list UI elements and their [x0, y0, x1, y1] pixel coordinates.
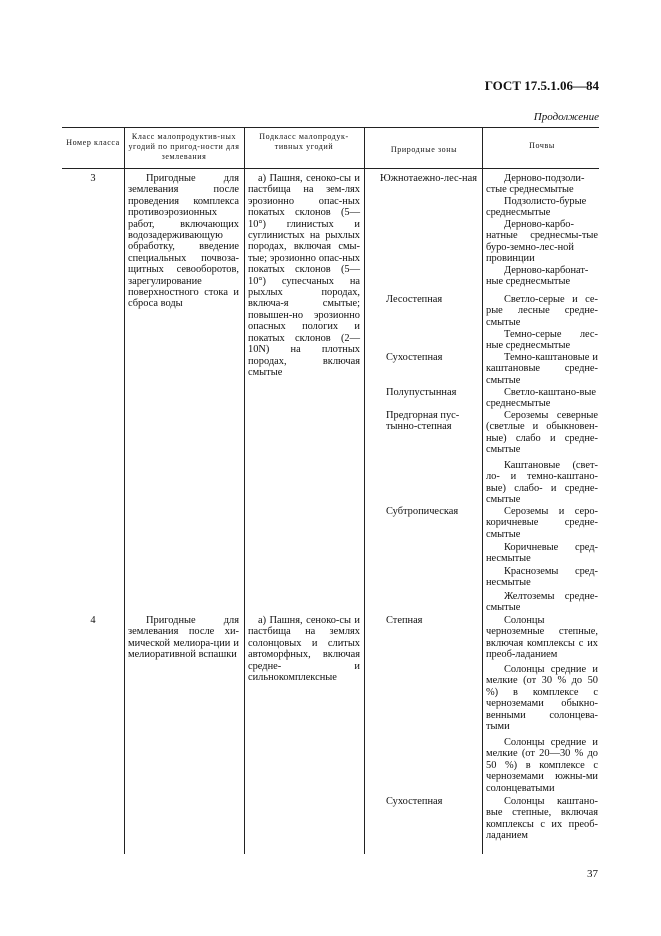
row-class-description: Пригодные для землевания после проведения комплекса противоэрозионных работ, включающих водозадерживающую обработку, введение специальных почвоза-щитных севооборотов, зарегулирование поверхностного стока и сброса воды	[128, 173, 239, 310]
column-divider	[244, 127, 245, 854]
zone-name: Сухостепная	[386, 796, 443, 807]
row-class-description: Пригодные для землевания после хи-мической мелиора-ции и мелиоративной вспашки	[128, 615, 239, 661]
soil-entry: Дерново-карбо-натные среднесмы-тые буро-земно-лес-ной провинции	[486, 219, 598, 265]
zone-name: Предгорная пус-тынно-степная	[386, 410, 460, 433]
table-top-rule	[62, 127, 599, 128]
soil-entry: Сероземы и серо-коричневые средне-смытые	[486, 506, 598, 540]
header-subclass: Подкласс малопродук-тивных угодий	[259, 132, 349, 151]
page-number: 37	[587, 868, 598, 880]
soil-entry: Коричневые сред-несмытые	[486, 542, 598, 565]
soil-entry: Каштановые (свет-ло- и темно-каштано-вые) слабо- и средне-смытые	[486, 460, 598, 506]
header-soils: Почвы	[529, 141, 555, 150]
soil-entry: Солонцы каштано-вые степные, включая комплексы с их преоб-ладанием	[486, 796, 598, 842]
soil-entry: Солонцы средние и мелкие (от 30 % до 50 %) в комплексе с черноземами обыкно-венными солонцева-тыми	[486, 664, 598, 733]
soil-entry: Солонцы средние и мелкие (от 20—30 % до 50 %) в комплексе с черноземами южны-ми солонцеватыми	[486, 737, 598, 794]
soil-entry: Светло-каштано-вые среднесмытые	[486, 387, 597, 410]
soil-entry: Дерново-карбонат-ные среднесмытые	[486, 265, 589, 288]
continuation-label: Продолжение	[533, 111, 599, 123]
soil-entry: Солонцы черноземные степные, включая комплексы с их преоб-ладанием	[486, 615, 598, 661]
zone-name: Лесостепная	[386, 294, 443, 305]
soil-entry: Дерново-подзоли-стые среднесмытые	[486, 173, 585, 196]
zone-name: Полупустынная	[386, 387, 457, 398]
zone-name: Южнотаежно-лес-ная	[380, 173, 477, 184]
header-land-class: Класс малопродуктив-ных угодий по пригод-ности для землевания	[128, 132, 240, 161]
column-divider	[124, 127, 125, 854]
header-class-number: Номер класса	[66, 138, 120, 147]
row-subclass-description: а) Пашня, сеноко-сы и пастбища на землях солонцовых и слитых автоморфных, включая средне- и сильнокомплексные	[248, 615, 360, 684]
zone-name: Степная	[386, 615, 423, 626]
zone-name: Субтропическая	[386, 506, 459, 517]
column-divider	[482, 127, 483, 854]
column-divider	[364, 127, 365, 854]
soil-entry: Красноземы сред-несмытые	[486, 566, 598, 589]
row-class-number: 3	[90, 173, 96, 184]
soil-entry: Подзолисто-бурые среднесмытые	[486, 196, 587, 219]
soil-entry: Светло-серые и се-рые лесные средне-смытые	[486, 294, 598, 328]
soil-entry: Темно-серые лес-ные среднесмытые	[486, 329, 598, 352]
soil-entry: Темно-каштановые и каштановые средне-смытые	[486, 352, 598, 386]
soil-entry: Желтоземы средне-смытые	[486, 591, 598, 614]
soil-entry: Сероземы северные (светлые и обыкновен-ные) слабо и средне-смытые	[486, 410, 598, 456]
header-natural-zones: Природные зоны	[390, 145, 458, 154]
row-class-number: 4	[90, 615, 96, 626]
table-header-rule	[62, 168, 599, 169]
zone-name: Сухостепная	[386, 352, 443, 363]
document-code: ГОСТ 17.5.1.06—84	[484, 78, 599, 93]
row-subclass-description: а) Пашня, сеноко-сы и пастбища на зем-лях эрозионно опас-ных покатых склонов (5—10°) глинистых и суглинистых на рыхлых породах, включая смы-тые; эрозионно опас-ных покатых склонов (5—10°) супесчаных на рыхлых породах, включа-я смытые; повышен-но эрозионно опасных пологих и покатых склонов (2—10N) на плотных породах, включая смытые	[248, 173, 360, 378]
